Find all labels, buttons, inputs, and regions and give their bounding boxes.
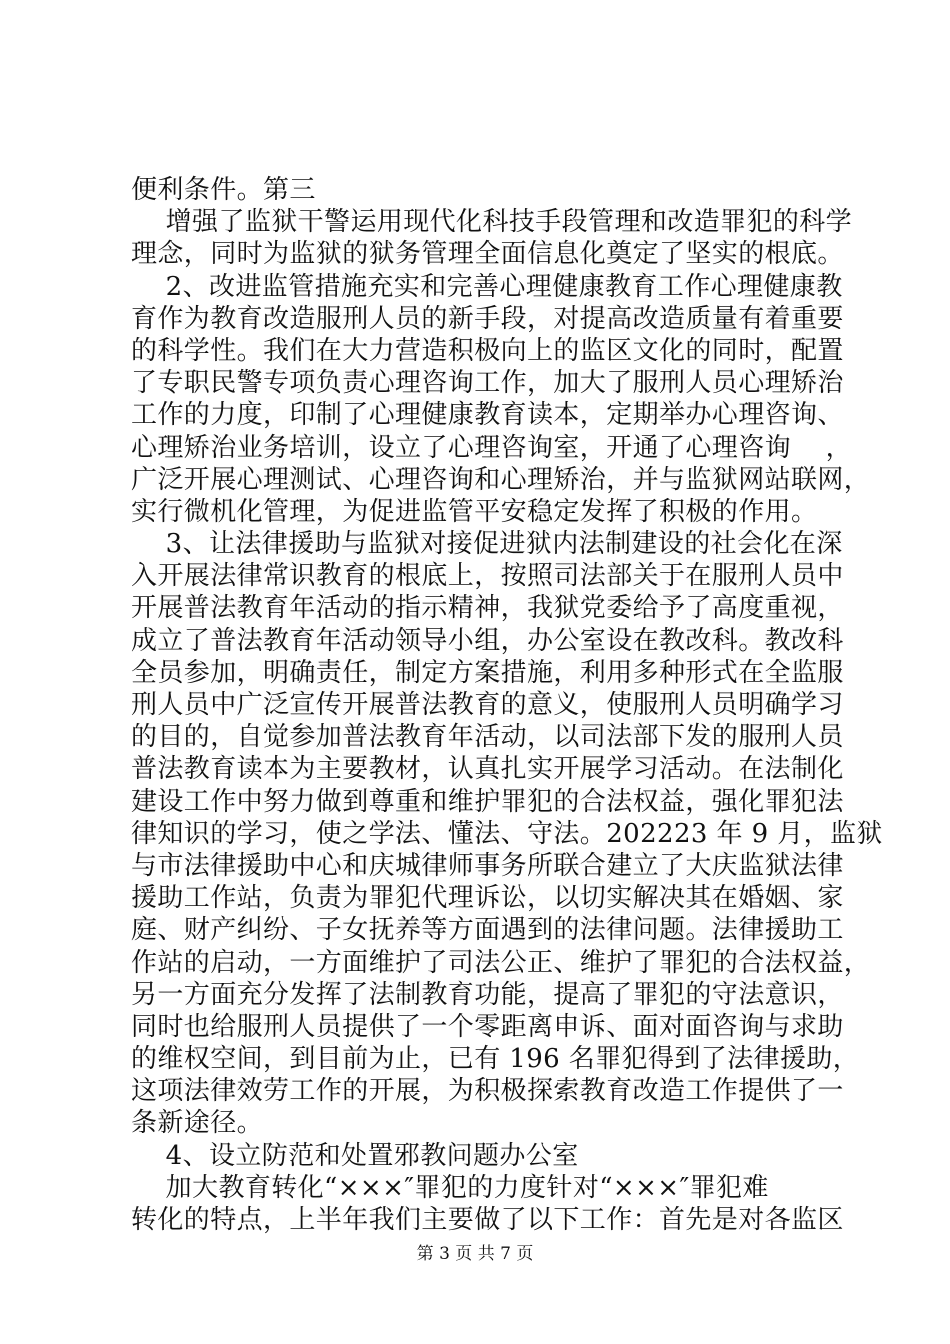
text-line: 实行微机化管理，为促进监管平安稳定发挥了积极的作用。 xyxy=(131,496,818,527)
text-line: 这项法律效劳工作的开展，为积极探索教育改造工作提供了一 xyxy=(131,1076,844,1107)
text-line: 同时也给服刑人员提供了一个零距离申诉、面对面咨询与求助 xyxy=(131,1011,844,1042)
text-line: 心理矫治业务培训，设立了心理咨询室，开通了心理咨询 ， xyxy=(131,432,853,463)
text-line: 2、改进监管措施充实和完善心理健康教育工作心理健康教 xyxy=(131,271,843,302)
text-line: 与市法律援助中心和庆城律师事务所联合建立了大庆监狱法律 xyxy=(131,850,844,881)
text-line: 律知识的学习，使之学法、懂法、守法。202223 年 9 月，监狱 xyxy=(131,818,883,849)
text-line: 援助工作站，负责为罪犯代理诉讼，以切实解决其在婚姻、家 xyxy=(131,883,844,914)
text-line: 广泛开展心理测试、心理咨询和心理矫治，并与监狱网站联网， xyxy=(131,464,871,495)
text-line: 入开展法律常识教育的根底上，按照司法部关于在服刑人员中 xyxy=(131,561,844,592)
text-line: 建设工作中努力做到尊重和维护罪犯的合法权益，强化罪犯法 xyxy=(131,786,844,817)
text-line: 刑人员中广泛宣传开展普法教育的意义，使服刑人员明确学习 xyxy=(131,690,844,720)
text-line: 加大教育转化“×××″罪犯的力度针对“×××″罪犯难 xyxy=(131,1172,769,1203)
text-line: 转化的特点，上半年我们主要做了以下工作：首先是对各监区 xyxy=(131,1205,844,1235)
text-line: 的科学性。我们在大力营造积极向上的监区文化的同时，配置 xyxy=(131,335,844,366)
text-line: 全员参加，明确责任，制定方案措施，利用多种形式在全监服 xyxy=(131,657,844,688)
text-line: 便利条件。第三 xyxy=(131,175,316,205)
text-line: 庭、财产纠纷、子女抚养等方面遇到的法律问题。法律援助工 xyxy=(131,915,844,946)
text-line: 3、让法律援助与监狱对接促进狱内法制建设的社会化在深 xyxy=(131,529,843,560)
text-line: 条新途径。 xyxy=(131,1108,264,1139)
text-line: 另一方面充分发挥了法制教育功能，提高了罪犯的守法意识， xyxy=(131,979,844,1010)
text-line: 的目的，自觉参加普法教育年活动，以司法部下发的服刑人员 xyxy=(131,722,844,753)
body-text xyxy=(131,174,883,1236)
text-line: 作站的启动，一方面维护了司法公正、维护了罪犯的合法权益， xyxy=(131,947,871,978)
page-footer: 第 3 页 共 7 页 xyxy=(416,1244,534,1264)
text-line: 成立了普法教育年活动领导小组，办公室设在教改科。教改科 xyxy=(131,625,844,656)
text-line: 增强了监狱干警运用现代化科技手段管理和改造罪犯的科学 xyxy=(131,207,853,238)
text-line: 理念，同时为监狱的狱务管理全面信息化奠定了坚实的根底。 xyxy=(131,239,844,270)
text-line: 育作为教育改造服刑人员的新手段，对提高改造质量有着重要 xyxy=(131,303,844,334)
text-line: 4、设立防范和处置邪教问题办公室 xyxy=(131,1140,579,1171)
text-line: 开展普法教育年活动的指示精神，我狱党委给予了高度重视， xyxy=(131,593,844,624)
text-line: 普法教育读本为主要教材，认真扎实开展学习活动。在法制化 xyxy=(131,754,844,785)
text-line: 的维权空间，到目前为止，已有 196 名罪犯得到了法律援助， xyxy=(131,1044,860,1075)
text-line: 了专职民警专项负责心理咨询工作，加大了服刑人员心理矫治 xyxy=(131,368,844,399)
text-line: 工作的力度，印制了心理健康教育读本，定期举办心理咨询、 xyxy=(131,400,844,431)
